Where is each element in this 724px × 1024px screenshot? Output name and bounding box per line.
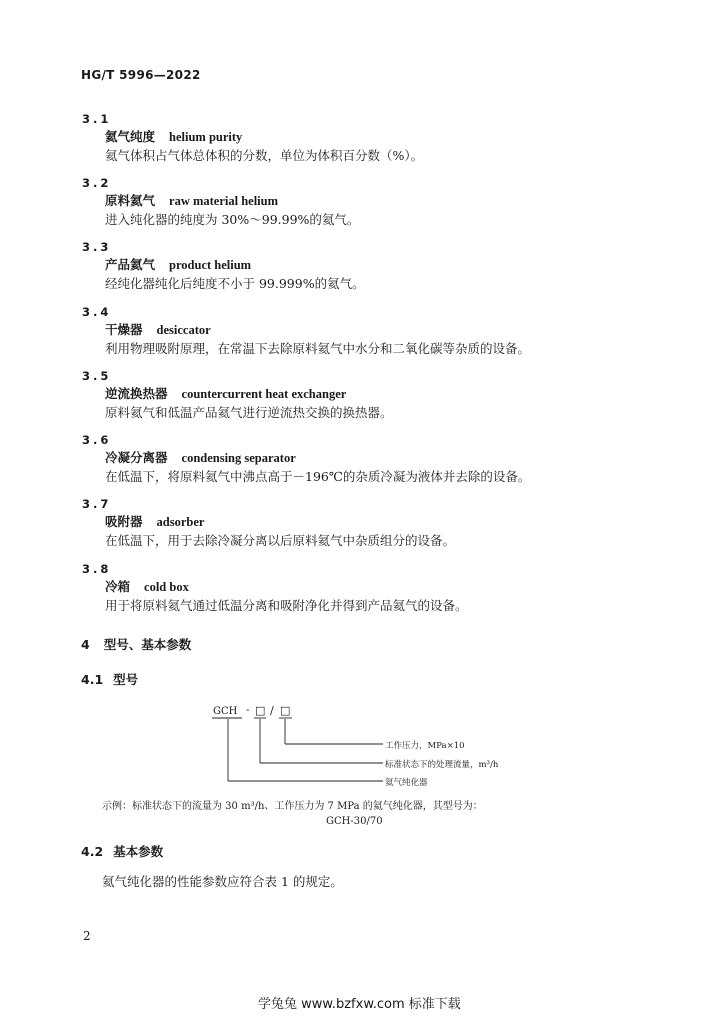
section-title: 基本参数 (113, 844, 164, 859)
section-4-2-heading (81, 842, 163, 860)
term-number: 3.8 (82, 562, 112, 576)
model-label-flow: 标准状态下的处理流量，m³/h (385, 760, 499, 770)
model-dash: - (246, 705, 250, 716)
term-definition: 在低温下，用于去除冷凝分离以后原料氦气中杂质组分的设备。 (105, 533, 456, 548)
term-number: 3.7 (82, 497, 112, 511)
term-number: 3.6 (82, 433, 112, 447)
example-line-1: 示例：标准状态下的流量为 30 m³/h、工作压力为 7 MPa 的氦气纯化器，其型号为： (102, 801, 483, 812)
term-en: desiccator (156, 323, 211, 337)
page-number: 2 (83, 929, 91, 943)
term-definition: 利用物理吸附原理，在常温下去除原料氦气中水分和二氧化碳等杂质的设备。 (105, 341, 531, 356)
term-en: helium purity (169, 130, 243, 144)
term-cn: 产品氦气 (105, 257, 156, 272)
section-number: 4 (81, 637, 90, 652)
term-definition: 氦气体积占气体总体积的分数，单位为体积百分数（%）。 (105, 148, 424, 163)
term-en: cold box (144, 580, 189, 594)
term-number: 3.4 (82, 305, 112, 319)
term-cn: 冷箱 (105, 579, 131, 594)
term-cn: 吸附器 (105, 514, 143, 529)
term-cn: 逆流换热器 (105, 386, 168, 401)
term-cn: 干燥器 (105, 322, 143, 337)
term-definition: 用于将原料氦气通过低温分离和吸附净化并得到产品氦气的设备。 (105, 598, 468, 613)
section-number: 4.2 (81, 844, 104, 859)
model-label-pressure: 工作压力，MPa×10 (385, 741, 465, 751)
term-number: 3.5 (82, 369, 112, 383)
term-cn: 原料氦气 (105, 193, 156, 208)
section-number: 4.1 (81, 672, 104, 687)
model-box-pressure: □ (280, 704, 291, 717)
term-definition: 在低温下，将原料氦气中沸点高于－196℃的杂质冷凝为液体并去除的设备。 (105, 469, 531, 484)
term-cn: 氦气纯度 (105, 129, 156, 144)
section-4-2-text: 氦气纯化器的性能参数应符合表 1 的规定。 (102, 874, 343, 889)
model-box-flow: □ (255, 704, 266, 717)
term-en: product helium (169, 258, 252, 272)
term-number: 3.3 (82, 240, 112, 254)
model-label-name: 氦气纯化器 (385, 778, 428, 788)
term-definition: 进入纯化器的纯度为 30%～99.99%的氦气。 (105, 212, 360, 227)
footer-watermark: 学兔兔 www.bzfxw.com 标准下载 (258, 997, 461, 1012)
term-en: condensing separator (181, 451, 296, 465)
section-title: 型号 (113, 672, 139, 687)
term-number: 3.2 (82, 176, 112, 190)
term-en: adsorber (156, 515, 205, 529)
example-line-2: GCH-30/70 (326, 816, 383, 827)
document-code: HG/T 5996—2022 (81, 68, 201, 82)
section-title: 型号、基本参数 (103, 637, 192, 652)
model-slash: / (270, 704, 274, 717)
term-cn: 冷凝分离器 (105, 450, 168, 465)
term-en: countercurrent heat exchanger (181, 387, 347, 401)
term-definition: 经纯化器纯化后纯度不小于 99.999%的氦气。 (105, 276, 365, 291)
term-definition: 原料氦气和低温产品氦气进行逆流热交换的换热器。 (105, 405, 393, 420)
term-en: raw material helium (169, 194, 279, 208)
term-number: 3.1 (82, 112, 112, 126)
model-prefix: GCH (213, 706, 238, 717)
